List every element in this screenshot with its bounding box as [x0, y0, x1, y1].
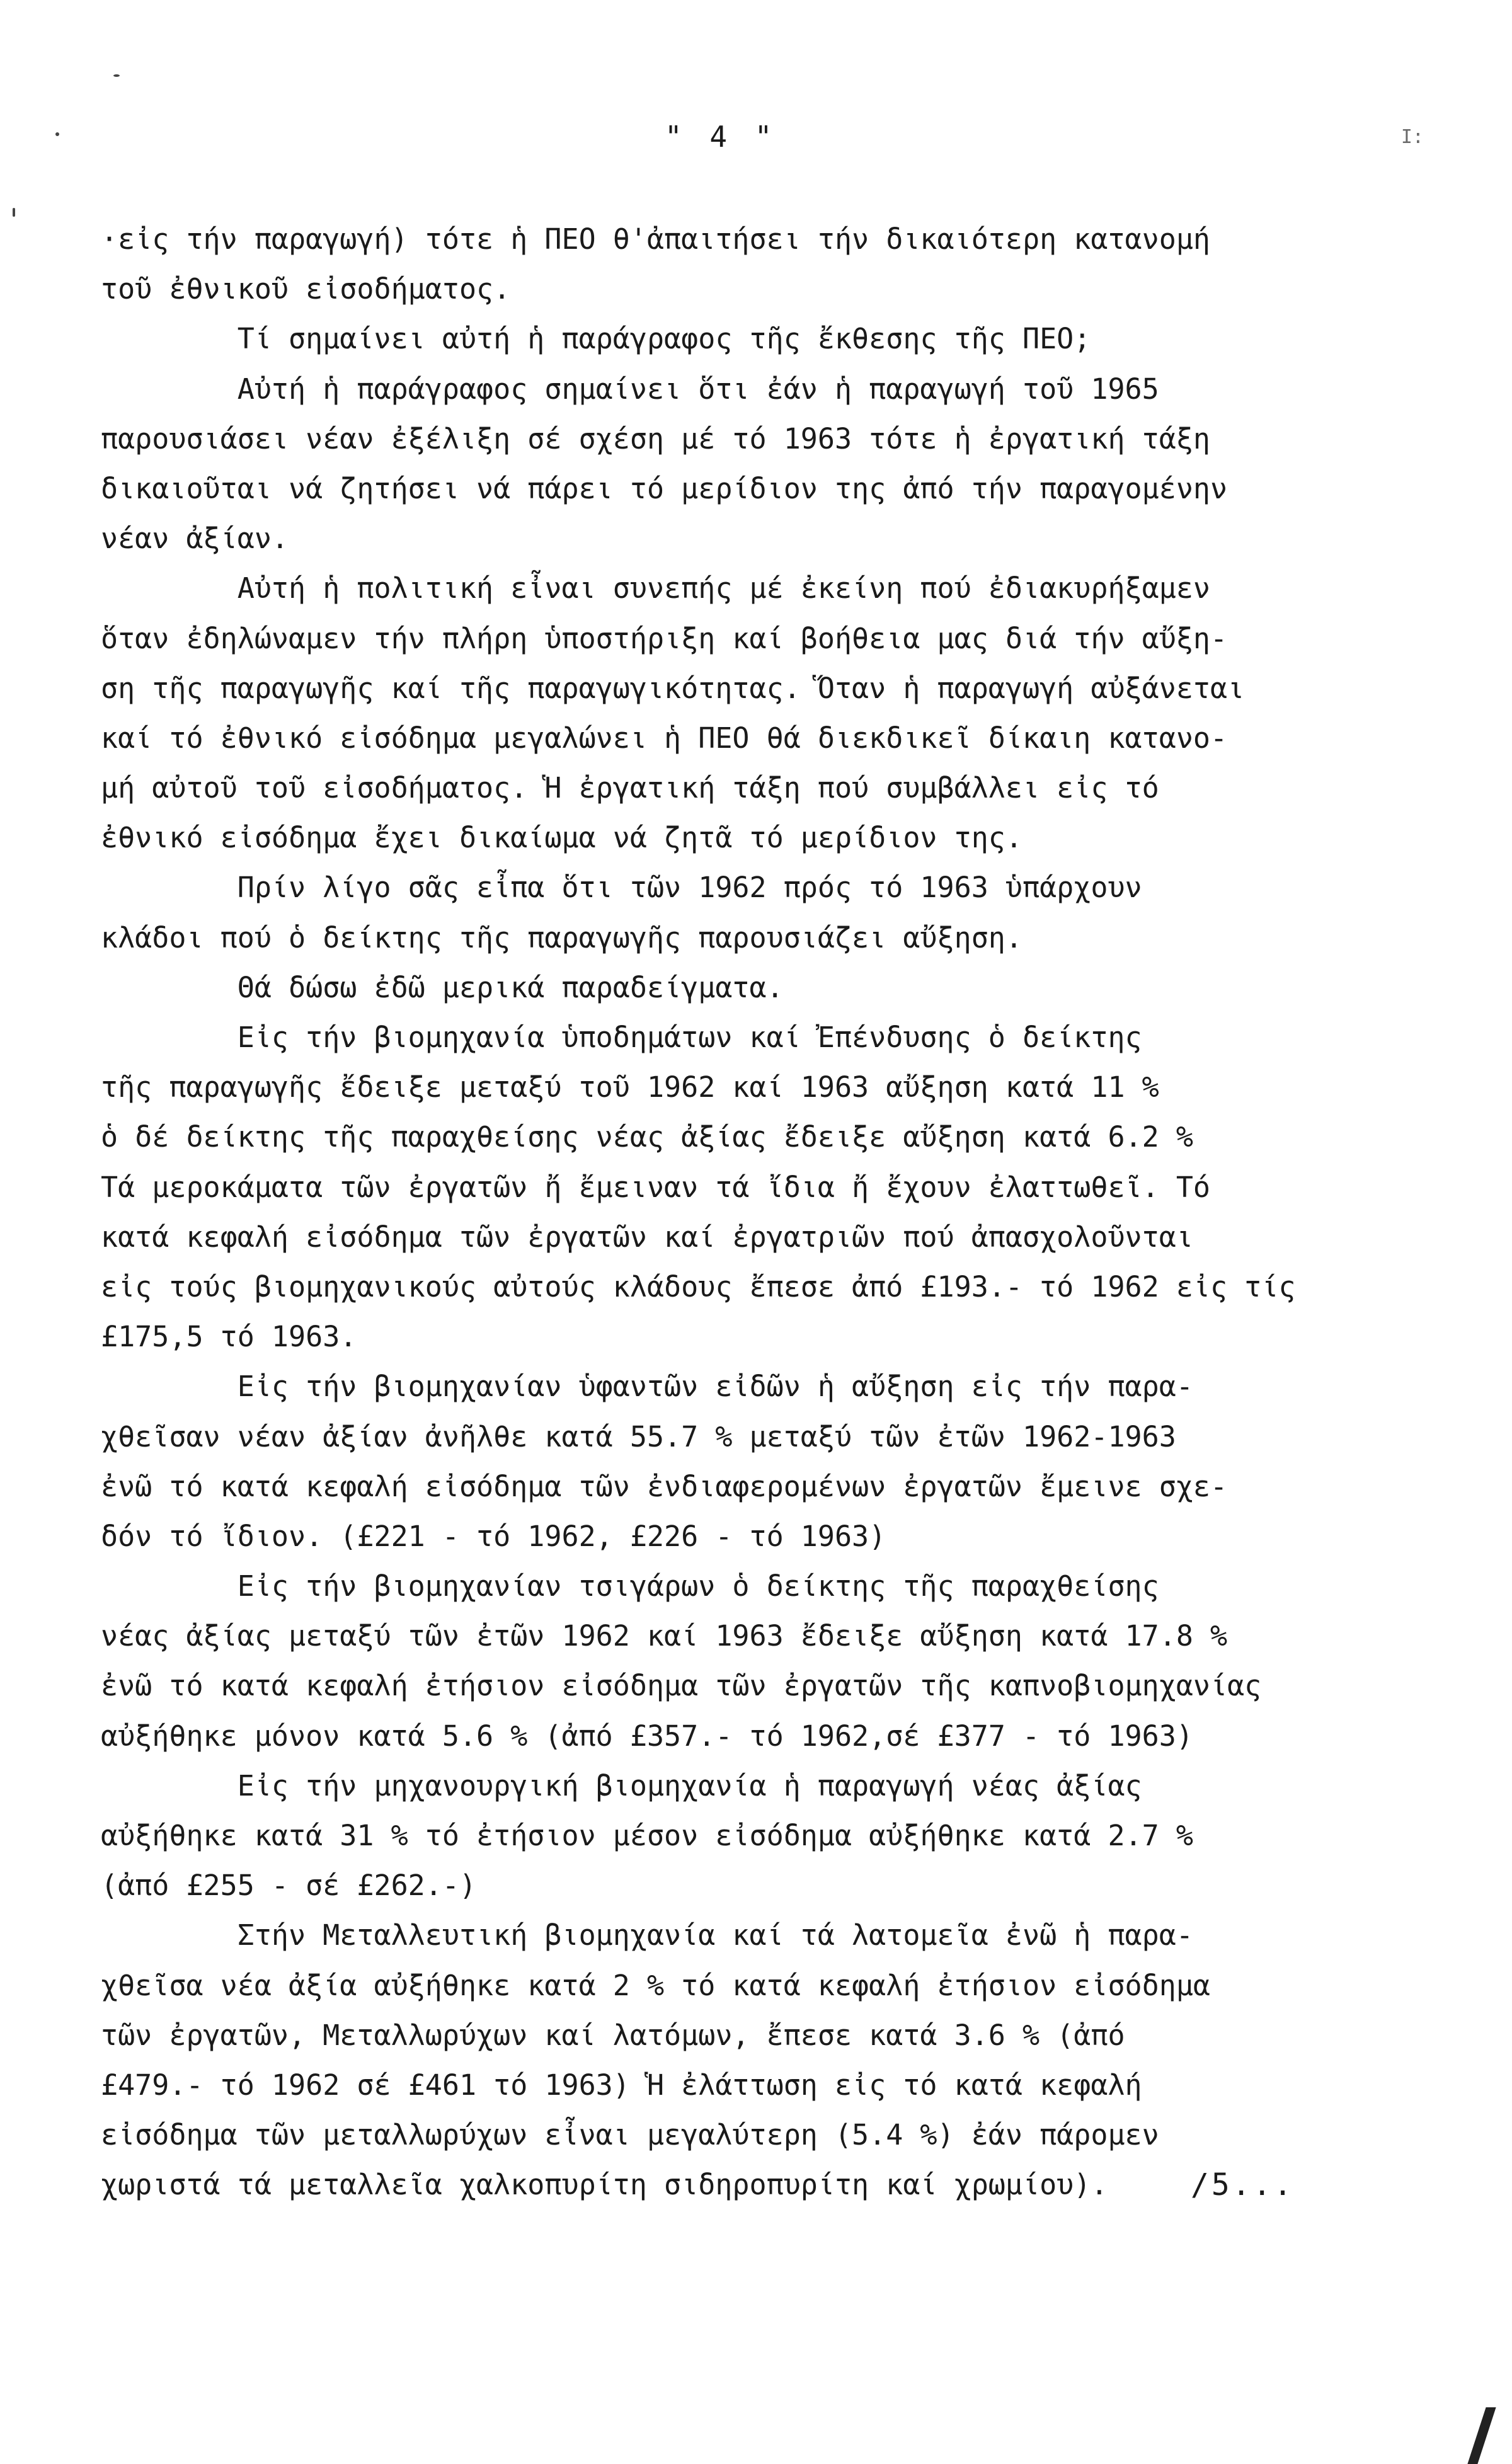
text-line: κατά κεφαλή εἰσόδημα τῶν ἐργατῶν καί ἐργατριῶν πού ἀπασχολοῦνται — [101, 1220, 1193, 1254]
text-line: Εἰς τήν μηχανουργική βιομηχανία ἡ παραγωγή νέας ἀξίας — [101, 1768, 1142, 1802]
text-line: παρουσιάσει νέαν ἐξέλιξη σέ σχέση μέ τό 1963 τότε ἡ ἐργατική τάξη — [101, 421, 1210, 456]
text-line: ἐνῶ τό κατά κεφαλή εἰσόδημα τῶν ἐνδιαφερομένων ἐργατῶν ἔμεινε σχε- — [101, 1469, 1228, 1503]
scan-speck — [13, 208, 15, 217]
text-line: δόν τό ἴδιον. (£221 - τό 1962, £226 - τό 1963) — [101, 1519, 886, 1553]
text-line: νέαν ἀξίαν. — [101, 522, 289, 556]
text-line: ὁ δέ δείκτης τῆς παραχθείσης νέας ἀξίας ἔδειξε αὔξηση κατά 6.2 % — [101, 1120, 1193, 1154]
text-line: ση τῆς παραγωγῆς καί τῆς παραγωγικότητας. Ὅταν ἡ παραγωγή αὐξάνεται — [101, 671, 1245, 705]
text-line: δικαιοῦται νά ζητήσει νά πάρει τό μερίδιον της ἀπό τήν παραγομένην — [101, 471, 1228, 505]
text-line: χθεῖσα νέα ἀξία αὐξήθηκε κατά 2 % τό κατά κεφαλή ἐτήσιον εἰσόδημα — [101, 1968, 1210, 2002]
text-line: Τί σημαίνει αὐτή ἡ παράγραφος τῆς ἔκθεσης τῆς ΠΕΟ; — [101, 322, 1091, 356]
text-line: αὐξήθηκε κατά 31 % τό ἐτήσιον μέσον εἰσόδημα αὐξήθηκε κατά 2.7 % — [101, 1819, 1193, 1852]
text-line: £175,5 τό 1963. — [101, 1320, 357, 1354]
text-line: τῆς παραγωγῆς ἔδειξε μεταξύ τοῦ 1962 καί 1963 αὔξηση κατά 11 % — [101, 1070, 1159, 1104]
corner-mark: I: — [1400, 126, 1424, 148]
text-line: αὐξήθηκε μόνον κατά 5.6 % (ἀπό £357.- τό 1962,σέ £377 - τό 1963) — [101, 1719, 1193, 1753]
text-line: κλάδοι πού ὁ δείκτης τῆς παραγωγῆς παρουσιάζει αὔξηση. — [101, 920, 1022, 954]
scan-edge-mark — [1467, 2407, 1496, 2464]
text-line: χωριστά τά μεταλλεῖα χαλκοπυρίτη σιδηροπυρίτη καί χρωμίου). — [101, 2168, 1108, 2202]
text-line: τῶν ἐργατῶν, Μεταλλωρύχων καί λατόμων, ἔπεσε κατά 3.6 % (ἀπό — [101, 2018, 1125, 2052]
document-body — [101, 214, 1424, 2210]
text-line: καί τό ἐθνικό εἰσόδημα μεγαλώνει ἡ ΠΕΟ θά διεκδικεῖ δίκαιη κατανο- — [101, 721, 1228, 755]
text-line: Θά δώσω ἐδῶ μερικά παραδείγματα. — [101, 970, 784, 1004]
text-line: μή αὐτοῦ τοῦ εἰσοδήματος. Ἡ ἐργατική τάξη πού συμβάλλει εἰς τό — [101, 771, 1159, 805]
text-line: Εἰς τήν βιομηχανία ὑποδημάτων καί Ἐπένδυσης ὁ δείκτης — [101, 1021, 1142, 1054]
text-line: χθεῖσαν νέαν ἀξίαν ἀνῆλθε κατά 55.7 % μεταξύ τῶν ἐτῶν 1962-1963 — [101, 1419, 1176, 1453]
text-line: Πρίν λίγο σᾶς εἶπα ὅτι τῶν 1962 πρός τό 1963 ὑπάρχουν — [101, 871, 1142, 905]
text-line: εἰς τούς βιομηχανικούς αὐτούς κλάδους ἔπεσε ἀπό £193.- τό 1962 εἰς τίς — [101, 1269, 1296, 1304]
text-line: Αὐτή ἡ παράγραφος σημαίνει ὅτι ἐάν ἡ παραγωγή τοῦ 1965 — [101, 372, 1159, 406]
text-line: τοῦ ἐθνικοῦ εἰσοδήματος. — [101, 272, 511, 306]
page-number: " 4 " — [665, 120, 777, 154]
scan-speck — [55, 132, 59, 136]
text-line: ἐθνικό εἰσόδημα ἔχει δικαίωμα νά ζητᾶ τό μερίδιον της. — [101, 821, 1022, 855]
text-line: ὅταν ἐδηλώναμεν τήν πλήρη ὑποστήριξη καί βοήθεια μας διά τήν αὔξη- — [101, 621, 1228, 655]
continuation-marker: /5... — [1191, 2167, 1295, 2203]
text-line: (ἀπό £255 - σέ £262.-) — [101, 1869, 477, 1903]
scan-speck — [113, 74, 120, 77]
text-line: £479.- τό 1962 σέ £461 τό 1963) Ἡ ἐλάττωση εἰς τό κατά κεφαλή — [101, 2068, 1142, 2102]
text-line: Τά μεροκάματα τῶν ἐργατῶν ἤ ἔμειναν τά ἴδια ἤ ἔχουν ἐλαττωθεῖ. Τό — [101, 1170, 1210, 1204]
text-line: Αὐτή ἡ πολιτική εἶναι συνεπής μέ ἐκείνη πού ἐδιακυρήξαμεν — [101, 571, 1210, 605]
text-line: ·εἰς τήν παραγωγή) τότε ἡ ΠΕΟ θ'ἀπαιτήσει τήν δικαιότερη κατανομή — [101, 222, 1210, 256]
text-line: Εἰς τήν βιομηχανίαν τσιγάρων ὁ δείκτης τῆς παραχθείσης — [101, 1569, 1159, 1603]
text-line: εἰσόδημα τῶν μεταλλωρύχων εἶναι μεγαλύτερη (5.4 %) ἐάν πάρομεν — [101, 2118, 1159, 2152]
text-line: ἐνῶ τό κατά κεφαλή ἐτήσιον εἰσόδημα τῶν ἐργατῶν τῆς καπνοβιομηχανίας — [101, 1669, 1262, 1703]
text-line: νέας ἀξίας μεταξύ τῶν ἐτῶν 1962 καί 1963 ἔδειξε αὔξηση κατά 17.8 % — [101, 1619, 1228, 1653]
text-line: Στήν Μεταλλευτική βιομηχανία καί τά λατομεῖα ἐνῶ ἡ παρα- — [101, 1918, 1193, 1952]
text-line: Εἰς τήν βιομηχανίαν ὑφαντῶν εἰδῶν ἡ αὔξηση εἰς τήν παρα- — [101, 1370, 1193, 1404]
